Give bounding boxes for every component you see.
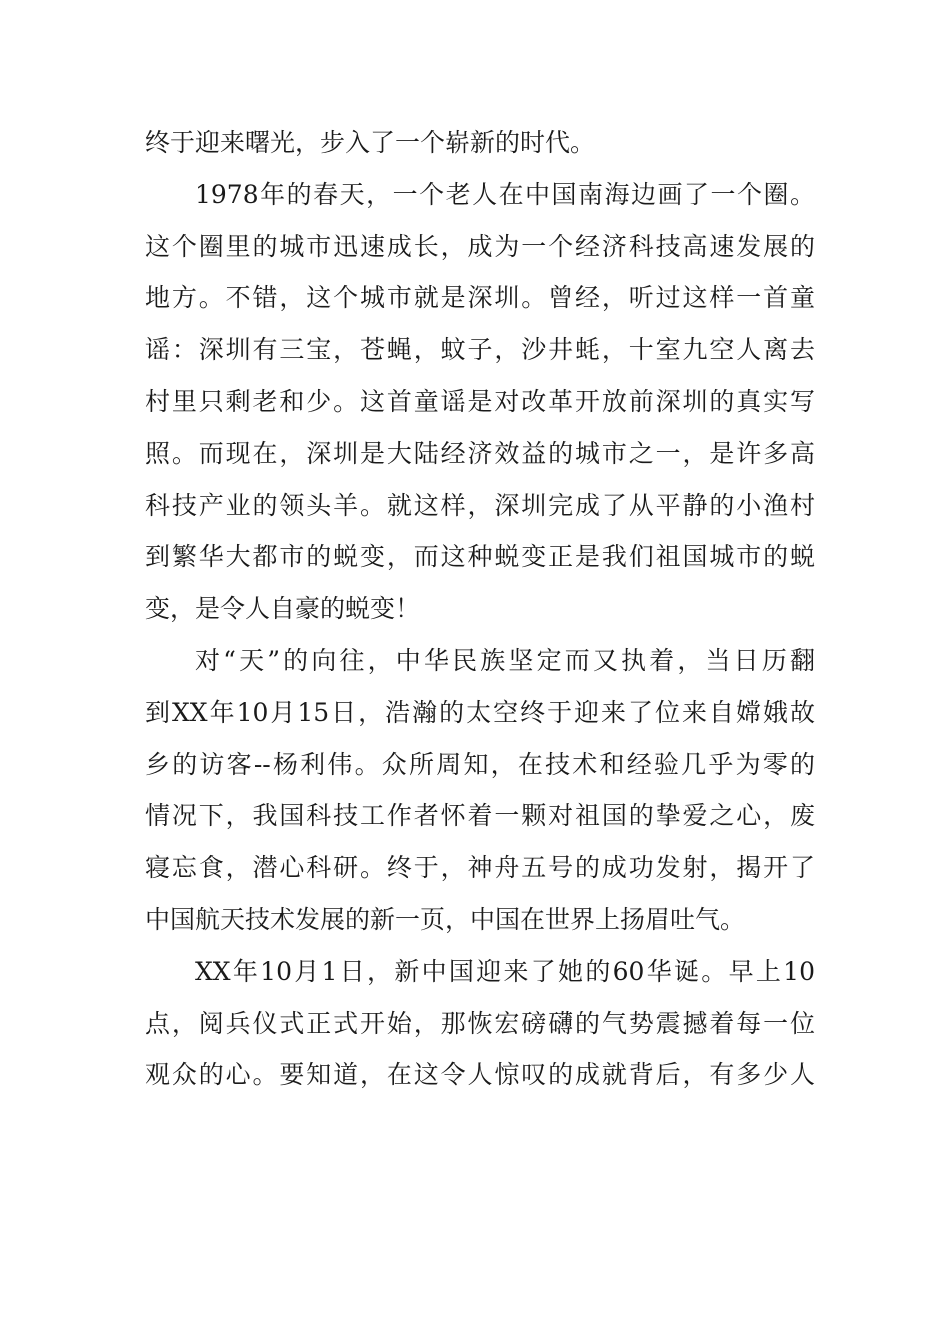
text-line: 点，阅兵仪式正式开始，那恢宏磅礴的气势震撼着每一位 <box>145 1008 815 1038</box>
text-line: 这个圈里的城市迅速成长，成为一个经济科技高速发展的 <box>145 231 815 261</box>
text-line: 乡的访客--杨利伟。众所周知，在技术和经验几乎为零的 <box>145 749 815 779</box>
text-line: XX年10月1日，新中国迎来了她的60华诞。早上10 <box>195 956 815 986</box>
text-line: 谣：深圳有三宝，苍蝇，蚊子，沙井蚝，十室九空人离去 <box>145 335 815 365</box>
text-line: 地方。不错，这个城市就是深圳。曾经，听过这样一首童 <box>145 283 815 313</box>
text-line: 照。而现在，深圳是大陆经济效益的城市之一，是许多高 <box>145 438 815 468</box>
text-line: 观众的心。要知道，在这令人惊叹的成就背后，有多少人 <box>145 1060 815 1090</box>
text-line: 科技产业的领头羊。就这样，深圳完成了从平静的小渔村 <box>145 490 815 520</box>
text-line: 到繁华大都市的蜕变，而这种蜕变正是我们祖国城市的蜕 <box>145 542 815 572</box>
text-line: 中国航天技术发展的新一页，中国在世界上扬眉吐气。 <box>145 904 746 934</box>
body-text <box>145 117 815 1101</box>
text-line: 对“天”的向往，中华民族坚定而又执着，当日历翻 <box>195 645 815 675</box>
text-line: 1978年的春天，一个老人在中国南海边画了一个圈。 <box>195 179 815 209</box>
text-line: 村里只剩老和少。这首童谣是对改革开放前深圳的真实写 <box>145 386 815 416</box>
text-line: 寝忘食，潜心科研。终于，神舟五号的成功发射，揭开了 <box>145 853 815 883</box>
text-line: 情况下，我国科技工作者怀着一颗对祖国的挚爱之心，废 <box>145 801 815 831</box>
text-line: 变，是令人自豪的蜕变！ <box>145 594 421 624</box>
text-line: 到XX年10月15日，浩瀚的太空终于迎来了位来自嫦娥故 <box>145 697 815 727</box>
text-line: 终于迎来曙光，步入了一个崭新的时代。 <box>145 128 596 157</box>
